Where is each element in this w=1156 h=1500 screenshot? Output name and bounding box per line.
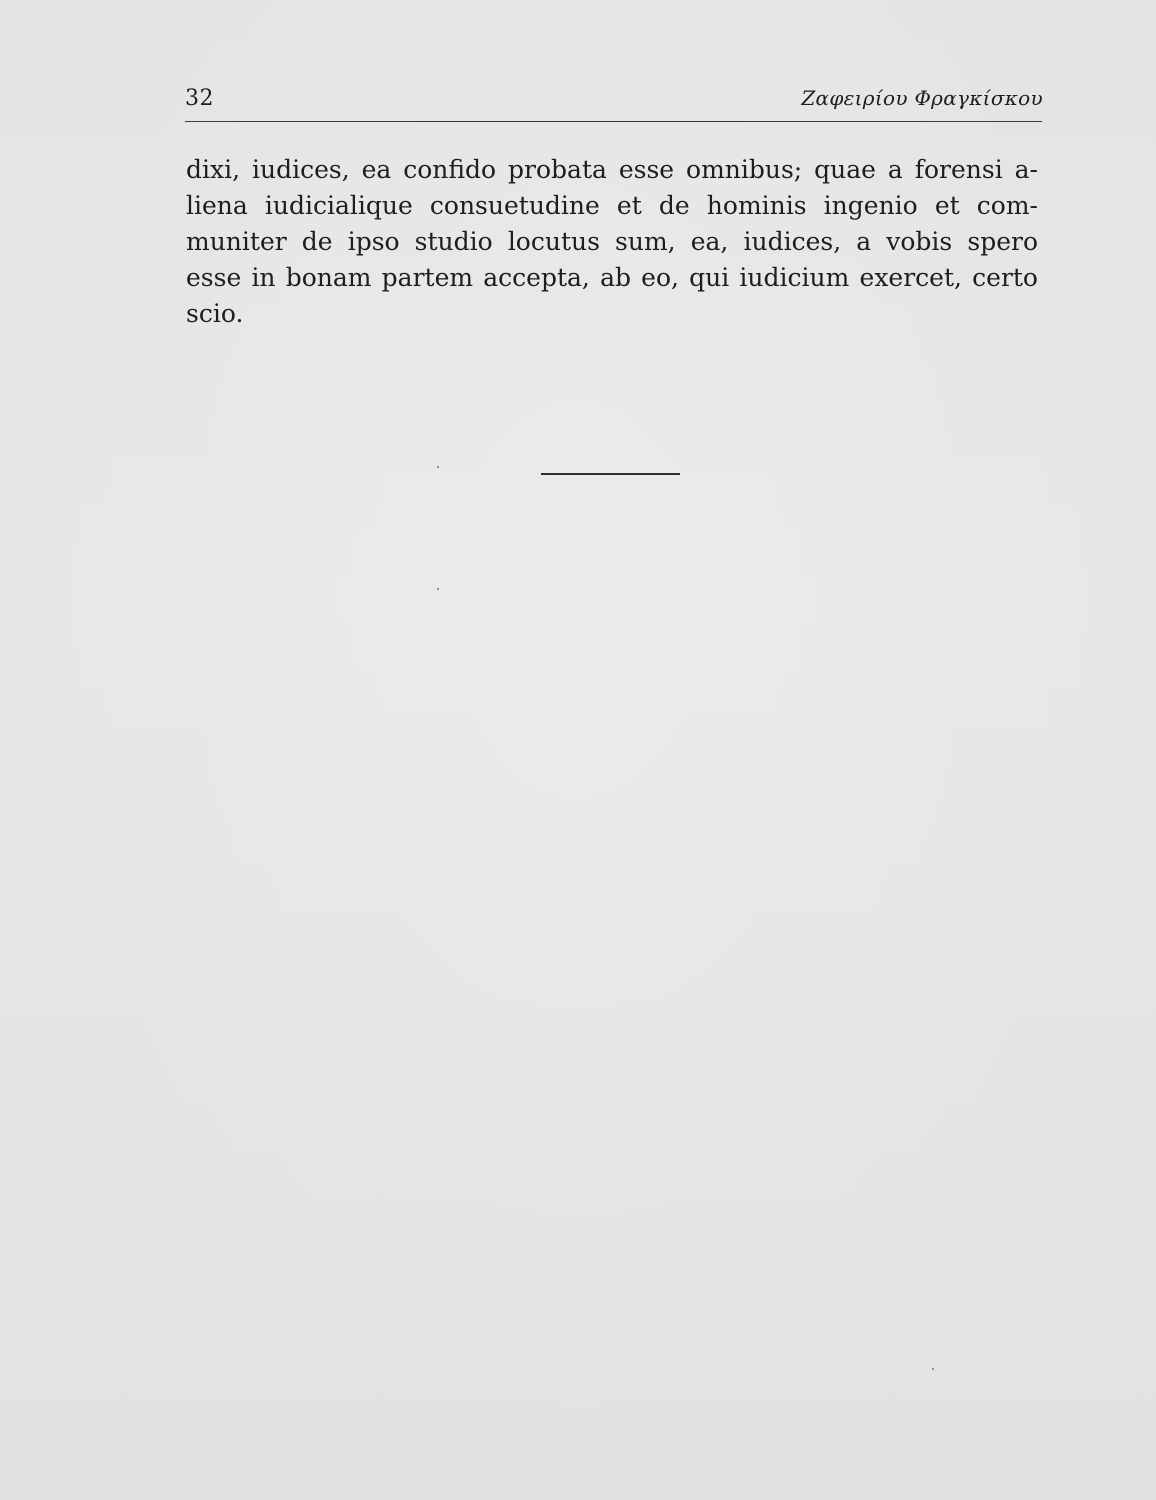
- text-line: esse in bonam partem accepta, ab eo, qui iudicium exercet, certo: [186, 263, 1038, 292]
- paper-speck: [932, 1368, 934, 1370]
- page-header: [185, 86, 1043, 114]
- text-line: dixi, iudices, ea confido probata esse omnibus; quae a forensi a-: [186, 155, 1038, 184]
- text-line: scio.: [186, 299, 244, 328]
- running-title: Ζαφειρίου Φραγκίσκου: [801, 86, 1043, 110]
- text-line: liena iudicialique consuetudine et de hominis ingenio et com-: [186, 191, 1038, 220]
- paper-speck: [437, 466, 439, 468]
- text-line: muniter de ipso studio locutus sum, ea, iudices, a vobis spero: [186, 227, 1038, 256]
- page-number: 32: [185, 86, 214, 111]
- body-text: [186, 152, 1038, 332]
- section-end-rule: [541, 473, 680, 475]
- header-rule: [185, 121, 1042, 122]
- paper-speck: [437, 588, 439, 590]
